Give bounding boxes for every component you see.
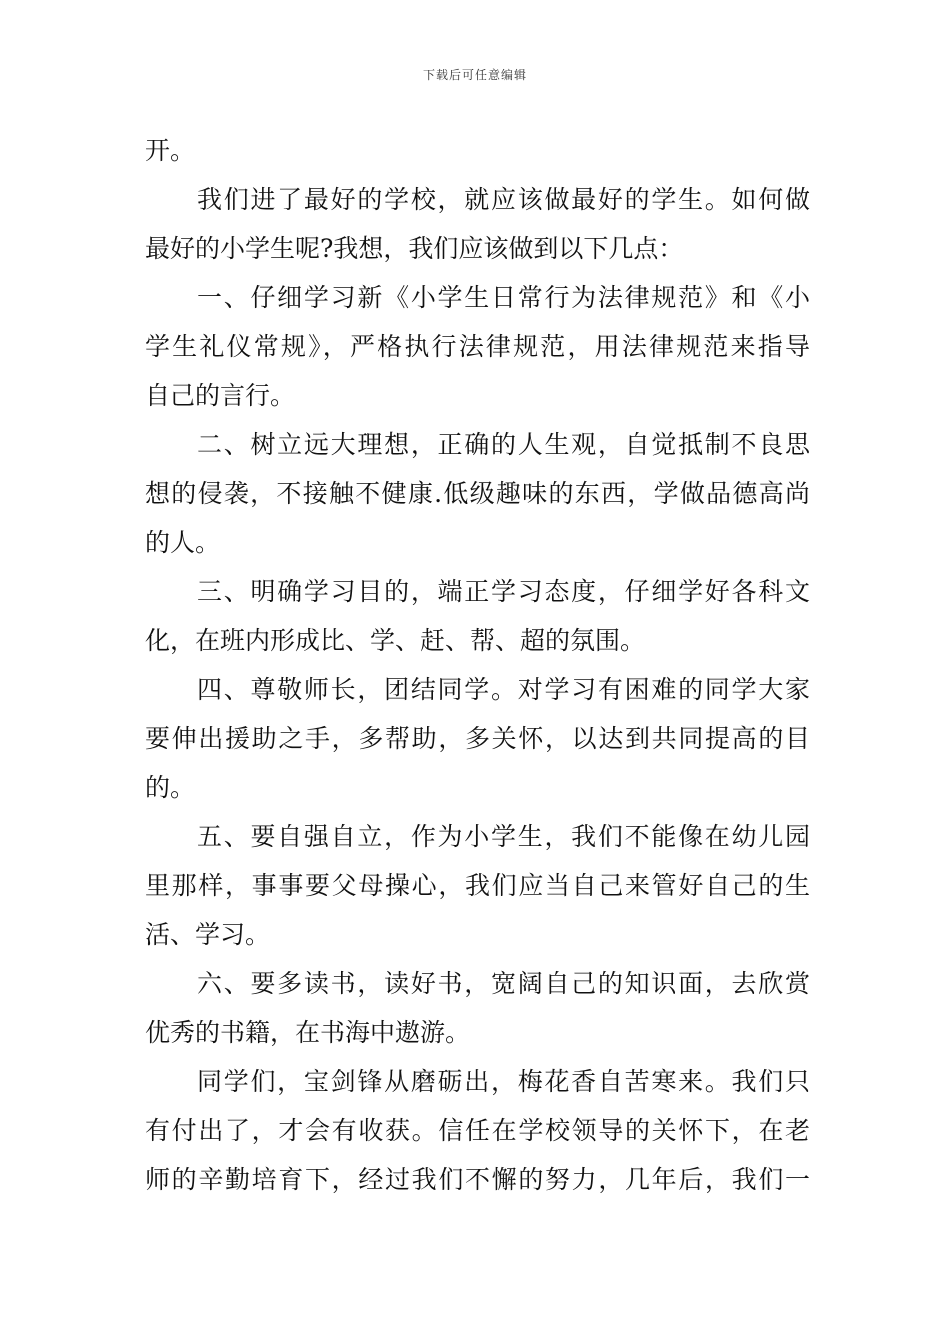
paragraph-1: [145, 126, 810, 175]
page-header: 下载后可任意编辑: [422, 68, 527, 82]
text-line: 学生礼仪常规》，严格执行法律规范，用法律规范来指导: [145, 332, 810, 361]
paragraph-8: [145, 959, 810, 1057]
paragraph-6: [145, 665, 810, 812]
text-line: 五、要自强自立，作为小学生，我们不能像在幼儿园: [197, 822, 810, 851]
text-line: 最好的小学生呢?我想，我们应该做到以下几点：: [145, 234, 684, 263]
text-line: 同学们，宝剑锋从磨砺出，梅花香自苦寒来。我们只: [197, 1067, 810, 1096]
text-line: 二、树立远大理想，正确的人生观，自觉抵制不良思: [197, 430, 810, 459]
paragraph-7: [145, 812, 810, 959]
text-line: 四、尊敬师长，团结同学。对学习有困难的同学大家: [197, 675, 810, 704]
text-line: 的人。: [145, 528, 221, 557]
text-line: 化，在班内形成比、学、赶、帮、超的氛围。: [145, 626, 646, 655]
paragraph-4: [145, 420, 810, 567]
paragraph-9: [145, 1057, 810, 1204]
text-line: 开。: [145, 136, 196, 165]
text-line: 有付出了，才会有收获。信任在学校领导的关怀下，在老: [145, 1116, 810, 1145]
text-line: 的。: [145, 773, 196, 802]
text-line: 自己的言行。: [145, 381, 296, 410]
text-line: 一、仔细学习新《小学生日常行为法律规范》和《小: [197, 283, 810, 312]
paragraph-3: [145, 273, 810, 420]
text-line: 里那样，事事要父母操心，我们应当自己来管好自己的生: [145, 871, 810, 900]
paragraph-5: [145, 567, 810, 665]
text-line: 想的侵袭，不接触不健康.低级趣味的东西，学做品德高尚: [145, 479, 810, 508]
text-line: 师的辛勤培育下，经过我们不懈的努力，几年后，我们一: [145, 1165, 810, 1194]
document-body: [145, 126, 810, 1204]
text-line: 要伸出援助之手，多帮助，多关怀，以达到共同提高的目: [145, 724, 810, 753]
text-line: 六、要多读书，读好书，宽阔自己的知识面，去欣赏: [197, 969, 810, 998]
paragraph-2: [145, 175, 810, 273]
text-line: 优秀的书籍，在书海中遨游。: [145, 1018, 471, 1047]
text-line: 活、学习。: [145, 920, 271, 949]
text-line: 三、明确学习目的，端正学习态度，仔细学好各科文: [197, 577, 810, 606]
text-line: 我们进了最好的学校，就应该做最好的学生。如何做: [197, 185, 810, 214]
